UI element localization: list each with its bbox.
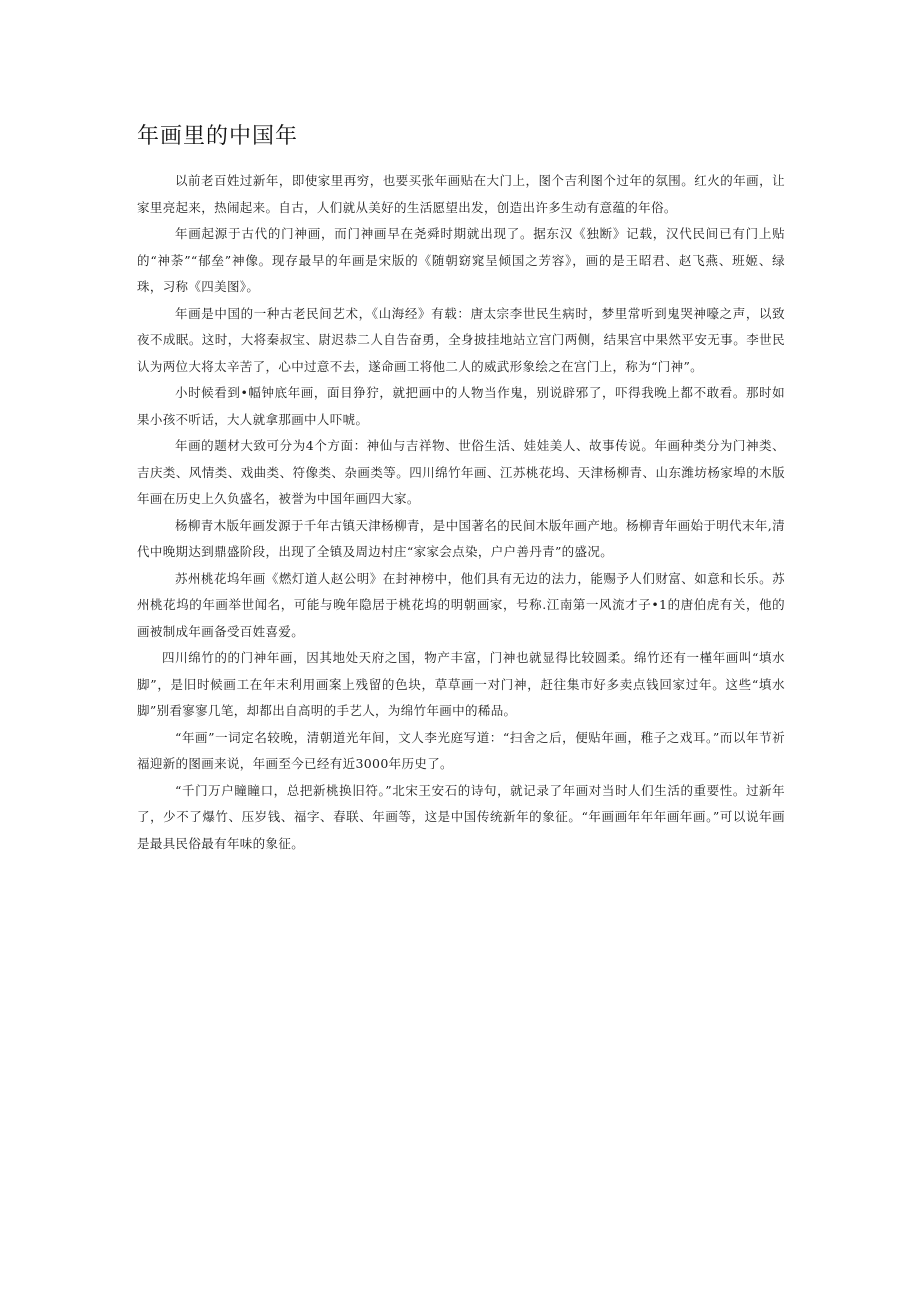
paragraph-intro: 以前老百姓过新年，即使家里再穷，也要买张年画贴在大门上，图个吉利图个过年的氛围。红火的年画，让家里亮起来，热闹起来。自古，人们就从美好的生活愿望出发，创造出许多生动有意蕴的年俗。 [137,173,785,215]
paragraph-childhood-memory: 小时候看到•幅钟底年画，面目狰狞，就把画中的人物当作鬼，别说辟邪了，吓得我晚上都不敢看。那时如果小孩不听话，大人就拿那画中人吓唬。 [137,385,785,427]
paragraph-origin: 年画起源于古代的门神画，而门神画早在尧舜时期就出现了。据东汉《独断》记载，汉代民间已有门上贴的“神荼”“郁垒”神像。现存最早的年画是宋版的《随朝窈窕呈倾国之芳容》，画的是王昭君、赵飞燕、班姬、绿珠，习称《四美图》。 [137,226,785,294]
paragraph-taohuawu: 苏州桃花坞年画《燃灯道人赵公明》在封神榜中，他们具有无边的法力，能赐予人们财富、如意和长乐。苏州桃花坞的年画举世闻名，可能与晚年隐居于桃花坞的明朝画家，号称.江南第一风流才子•1的唐伯虎有关，他的画被制成年画备受百姓喜爱。 [137,570,785,639]
paragraph-mianzhu: 四川绵竹的的门神年画，因其地处天府之国，物产丰富，门神也就显得比较圆柔。绵竹还有一槿年画叫“填水脚”，是旧时候画工在年末利用画案上残留的色块，草草画一对门神，赶往集市好多卖点钱回家过年。这些“填水脚”别看寥寥几笔，却都出自高明的手艺人，为绵竹年画中的稀品。 [137,650,785,718]
paragraph-yangliuqing: 杨柳青木版年画发源于千年古镇天津杨柳青，是中国著名的民间木版年画产地。杨柳青年画始于明代末年,清代中晚期达到鼎盛阶段，出现了全镇及周边村庄“家家会点染，户户善丹青”的盛况。 [137,517,785,559]
paragraph-naming-history: “年画”一词定名较晚，清朝道光年间，文人李光庭写道：“扫舍之后，便贴年画，稚子之戏耳。”而以年节祈福迎新的图画来说，年画至今已经有近3000年历史了。 [137,729,785,771]
document-title: 年画里的中国年 [137,124,299,149]
document-page [137,122,785,857]
paragraph-themes-and-types: 年画的题材大致可分为4个方面：神仙与吉祥物、世俗生活、娃娃美人、故事传说。年画种类分为门神类、吉庆类、风情类、戏曲类、符像类、杂画类等。四川绵竹年画、江苏桃花坞、天津杨柳青、山东潍坊杨家埠的木版年画在历史上久负盛名，被誉为中国年画四大家。 [137,438,785,506]
paragraph-door-gods-legend: 年画是中国的一种古老民间艺术，《山海经》有载：唐太宗李世民生病时，梦里常听到鬼哭神嚎之声，以致夜不成眠。这时，大将秦叔宝、尉迟恭二人自告奋勇，全身披挂地站立宫门两侧，结果宫中果然平安无事。李世民认为两位大将太辛苦了，心中过意不去，遂命画工将他二人的威武形象绘之在宫门上，称为“门神”。 [137,305,785,374]
paragraph-conclusion: “千门万户瞳瞳口，总把新桃换旧符。”北宋王安石的诗句，就记录了年画对当时人们生活的重要性。过新年了，少不了爆竹、压岁钱、福字、春联、年画等，这是中国传统新年的象征。“年画画年年年画年画。”可以说年画是最具民俗最有年味的象征。 [137,782,785,851]
